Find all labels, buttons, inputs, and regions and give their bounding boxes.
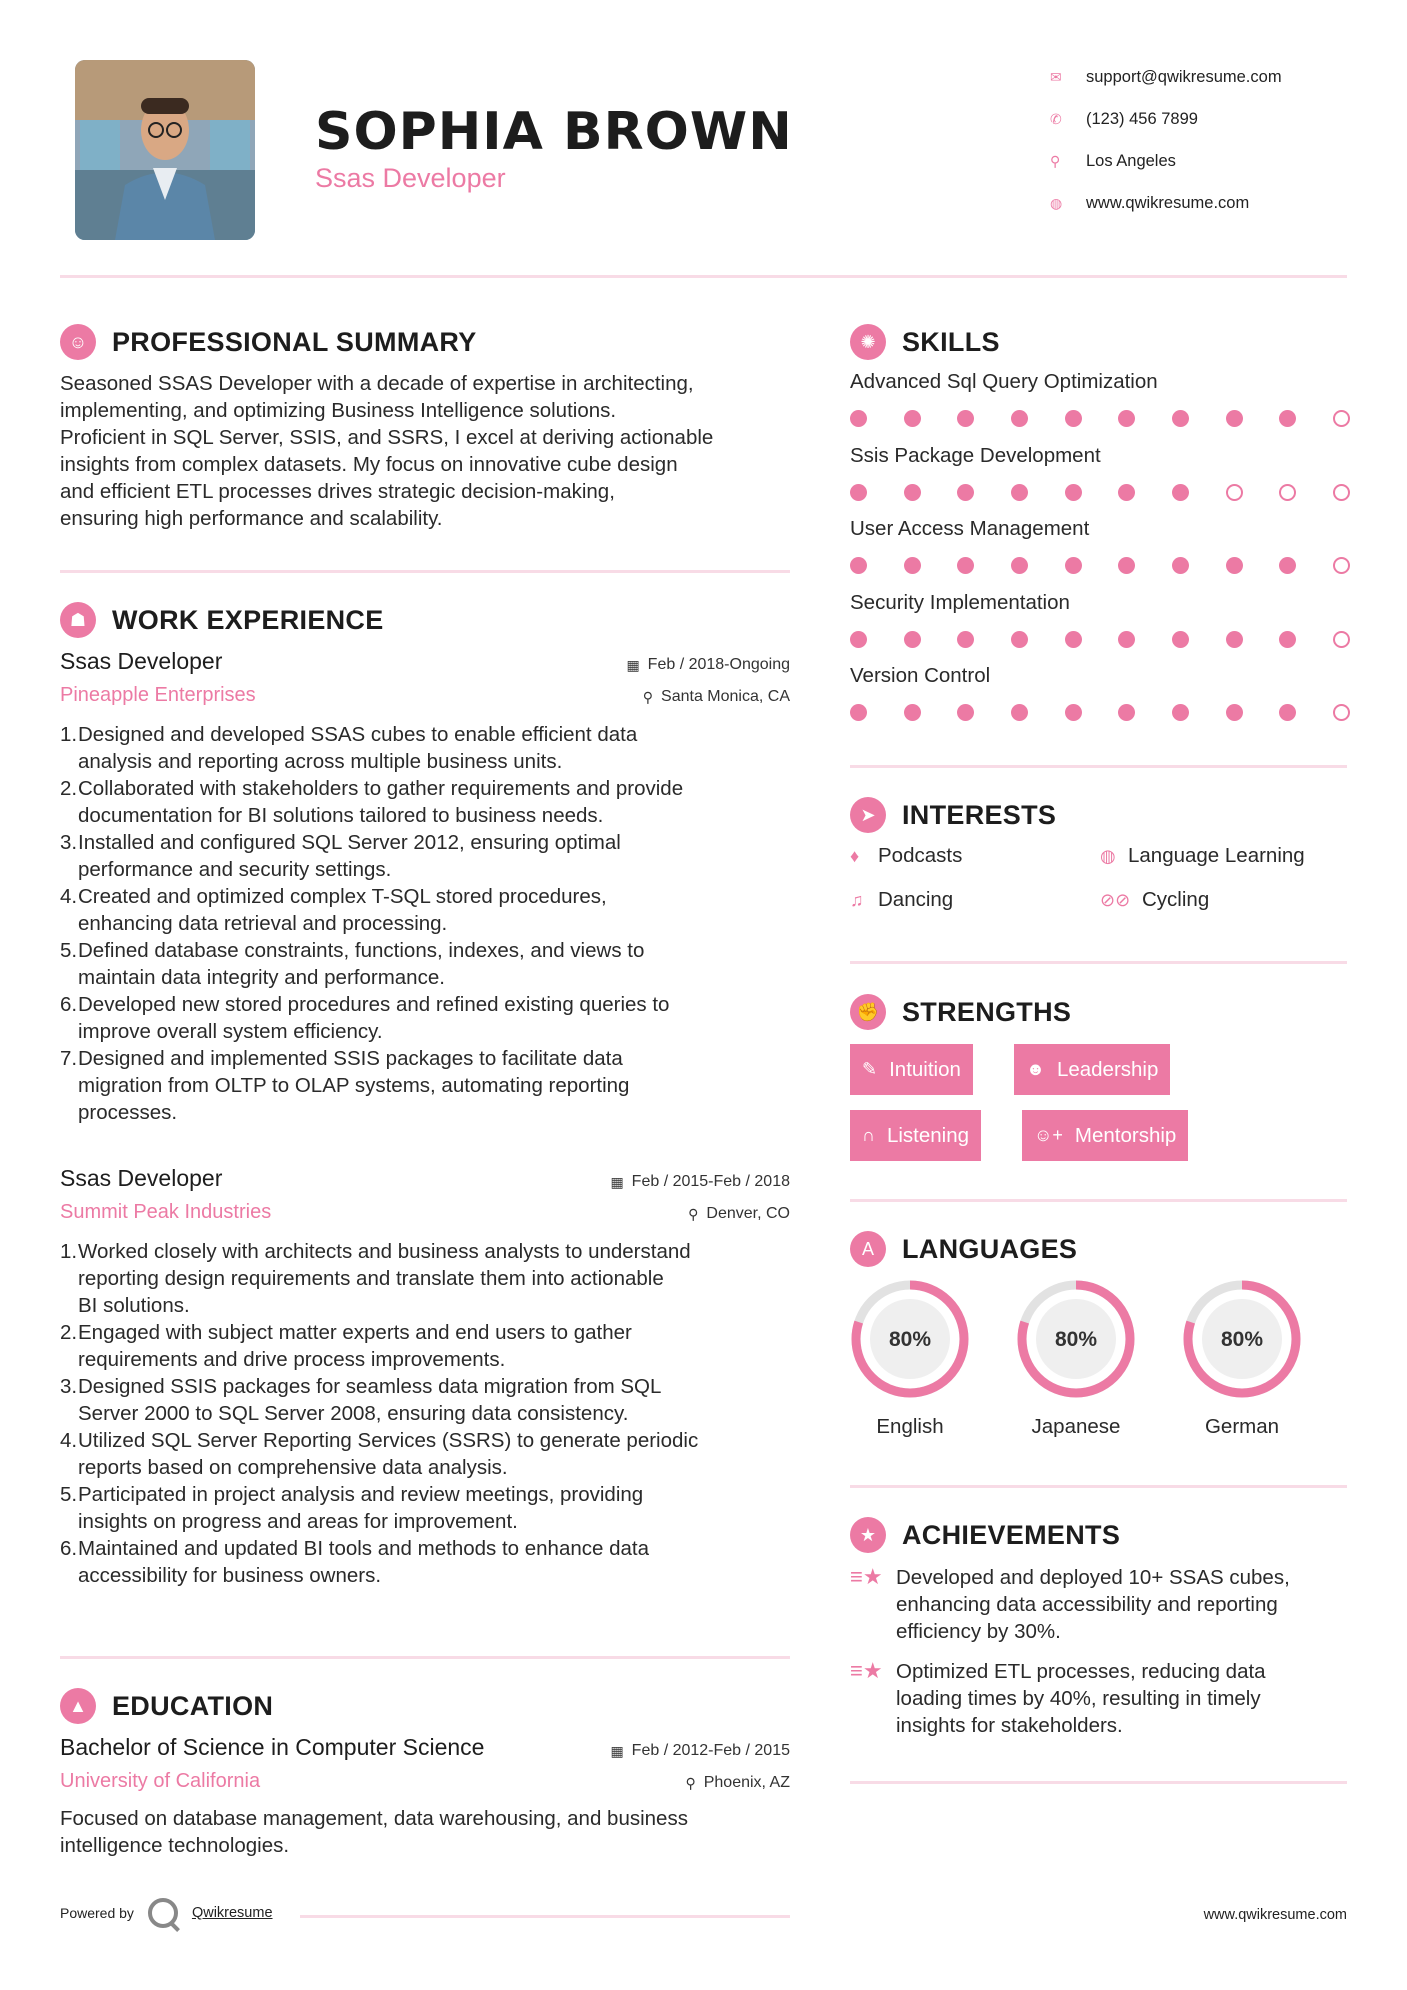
- list-item: 1.Designed and developed SSAS cubes to enable efficient data analysis and reporting across multiple business units.: [60, 723, 638, 773]
- interest-item: ◍ Language Learning: [1100, 844, 1305, 867]
- rating-dot-filled: [1226, 704, 1243, 721]
- list-item: 2.Collaborated with stakeholders to gather requirements and provide documentation for BI solutions tailored to business needs.: [60, 777, 684, 827]
- rating-dot-filled: [957, 484, 974, 501]
- school: University of California: [60, 1770, 261, 1792]
- achievements-divider: [850, 1781, 1347, 1784]
- header-divider: [60, 275, 1347, 278]
- rating-dot-filled: [1118, 484, 1135, 501]
- list-item: 4.Created and optimized complex T-SQL stored procedures, enhancing data retrieval and processing.: [60, 885, 607, 935]
- rating-dot-filled: [904, 631, 921, 648]
- skill-rating: [850, 410, 1350, 427]
- rating-dot-filled: [1279, 704, 1296, 721]
- rating-dot-filled: [1118, 410, 1135, 427]
- microphone-icon: ♦: [850, 845, 860, 866]
- pin-icon: ⚲: [685, 1774, 696, 1791]
- list-item: 5.Participated in project analysis and review meetings, providing insights on progress and areas for improvement.: [60, 1483, 644, 1533]
- rating-dot-empty: [1333, 484, 1350, 501]
- job-location: ⚲ Denver, CO: [688, 1205, 790, 1222]
- rating-dot-filled: [957, 557, 974, 574]
- education-location: ⚲ Phoenix, AZ: [685, 1774, 790, 1791]
- summary-text: Seasoned SSAS Developer with a decade of expertise in architecting, implementing, and optimizing Business Intelligence solutions. Proficient in SQL Server, SSIS, and SSRS, I excel at deriving actionable insights from complex datasets. My focus on innovative cube design and efficient ETL processes drives strategic decision-making, ensuring high performance and scalability.: [60, 372, 714, 530]
- rating-dot-filled: [1118, 704, 1135, 721]
- job-bullets: [60, 721, 790, 1126]
- strength-tag: ✎ Intuition: [850, 1044, 973, 1095]
- skill-rating: [850, 704, 1350, 721]
- calendar-icon: ▦: [626, 656, 640, 673]
- strengths-divider: [850, 1199, 1347, 1202]
- degree: Bachelor of Science in Computer Science: [60, 1734, 485, 1760]
- education-text: Focused on database management, data warehousing, and business intelligence technologies.: [60, 1807, 688, 1857]
- experience-heading: ☗ WORK EXPERIENCE: [60, 602, 384, 638]
- list-item: 7.Designed and implemented SSIS packages to facilitate data migration from OLTP to OLAP systems, automating reporting processes.: [60, 1047, 630, 1124]
- job-title: Ssas Developer: [60, 1165, 223, 1191]
- location-pin-icon: ⚲: [1050, 152, 1061, 169]
- calendar-icon: ▦: [610, 1742, 624, 1759]
- list-item: 2.Engaged with subject matter experts and end users to gather requirements and drive process improvements.: [60, 1321, 632, 1371]
- rating-dot-empty: [1333, 704, 1350, 721]
- language-item: 80% German: [1180, 1277, 1304, 1439]
- list-item: 3.Designed SSIS packages for seamless data migration from SQL Server 2000 to SQL Server 2008, ensuring data consistency.: [60, 1375, 662, 1425]
- rating-dot-filled: [850, 557, 867, 574]
- rating-dot-empty: [1333, 631, 1350, 648]
- rating-dot-filled: [904, 704, 921, 721]
- rating-dot-empty: [1279, 484, 1296, 501]
- skill-item: User Access Management: [850, 517, 1350, 574]
- rating-dot-filled: [850, 704, 867, 721]
- contact-website[interactable]: ◍ www.qwikresume.com: [1050, 193, 1250, 212]
- rating-dot-filled: [957, 410, 974, 427]
- user-icon: ☺: [60, 324, 96, 360]
- strength-tag: ☻ Leadership: [1014, 1044, 1170, 1095]
- job-entry-2: [60, 1165, 790, 1589]
- job-date: ▦ Feb / 2018-Ongoing: [626, 656, 790, 673]
- list-item: 1.Worked closely with architects and business analysts to understand reporting design requirements and translate them into actionable BI solutions.: [60, 1240, 691, 1317]
- users-icon: ☻: [1026, 1059, 1045, 1079]
- language-item: 80% English: [848, 1277, 972, 1439]
- experience-divider: [60, 1656, 790, 1659]
- list-item: 5.Defined database constraints, functions, indexes, and views to maintain data integrity and performance.: [60, 939, 645, 989]
- lightbulb-icon: ✺: [850, 324, 886, 360]
- job-title: Ssas Developer: [60, 648, 223, 674]
- rating-dot-filled: [1172, 557, 1189, 574]
- skill-item: Advanced Sql Query Optimization: [850, 370, 1350, 427]
- calendar-icon: ▦: [610, 1173, 624, 1190]
- contact-list: [1050, 56, 1380, 224]
- job-company: Summit Peak Industries: [60, 1201, 272, 1223]
- phone-icon: ✆: [1050, 110, 1062, 127]
- skill-rating: [850, 631, 1350, 648]
- job-entry-1: [60, 648, 790, 1126]
- strength-tag: ∩ Listening: [850, 1110, 981, 1161]
- contact-phone[interactable]: ✆ (123) 456 7899: [1050, 109, 1198, 128]
- interests-heading: ➤ INTERESTS: [850, 797, 1056, 833]
- skills-divider: [850, 765, 1347, 768]
- language-item: 80% Japanese: [1014, 1277, 1138, 1439]
- education-date: ▦ Feb / 2012-Feb / 2015: [610, 1742, 790, 1759]
- education-entry: [60, 1734, 790, 1859]
- rating-dot-filled: [1065, 410, 1082, 427]
- contact-email[interactable]: ✉ support@qwikresume.com: [1050, 67, 1282, 86]
- rating-dot-filled: [1011, 557, 1028, 574]
- rating-dot-filled: [1065, 704, 1082, 721]
- rating-dot-filled: [904, 484, 921, 501]
- language-ring: [848, 1277, 972, 1401]
- rating-dot-filled: [904, 557, 921, 574]
- job-company: Pineapple Enterprises: [60, 684, 256, 706]
- list-item: 4.Utilized SQL Server Reporting Services (SSRS) to generate periodic reports based on comprehensive data analysis.: [60, 1429, 699, 1479]
- svg-text:80%: 80%: [888, 1328, 932, 1351]
- rating-dot-filled: [1226, 410, 1243, 427]
- svg-text:80%: 80%: [1220, 1328, 1264, 1351]
- language-ring: [1014, 1277, 1138, 1401]
- footer-brand-link[interactable]: Qwikresume: [191, 1905, 273, 1921]
- user-plus-icon: ☺+: [1034, 1125, 1063, 1145]
- rating-dot-filled: [850, 410, 867, 427]
- svg-text:80%: 80%: [1054, 1328, 1098, 1351]
- rating-dot-filled: [1172, 484, 1189, 501]
- rating-dot-filled: [850, 631, 867, 648]
- job-location: ⚲ Santa Monica, CA: [642, 688, 790, 705]
- rating-dot-filled: [957, 704, 974, 721]
- skill-item: Ssis Package Development: [850, 444, 1350, 501]
- list-item: 3.Installed and configured SQL Server 2012, ensuring optimal performance and security settings.: [60, 831, 621, 881]
- graduation-cap-icon: ▲: [60, 1688, 96, 1724]
- language-icon: A: [850, 1231, 886, 1267]
- bicycle-icon: ⊘⊘: [1100, 889, 1131, 910]
- interests-divider: [850, 961, 1347, 964]
- rating-dot-empty: [1333, 410, 1350, 427]
- strength-tag: ☺+ Mentorship: [1022, 1110, 1188, 1161]
- languages-divider: [850, 1485, 1347, 1488]
- rating-dot-filled: [904, 410, 921, 427]
- rating-dot-filled: [1065, 484, 1082, 501]
- rating-dot-filled: [1065, 557, 1082, 574]
- globe-icon: ◍: [1050, 194, 1063, 211]
- headphones-icon: ∩: [862, 1125, 875, 1145]
- achievement-item: ≡★ Optimized ETL processes, reducing data loading times by 40%, resulting in timely insights for stakeholders.: [850, 1658, 1266, 1737]
- strengths-heading: ✊ STRENGTHS: [850, 994, 1071, 1030]
- job-date: ▦ Feb / 2015-Feb / 2018: [610, 1173, 790, 1190]
- rating-dot-filled: [1279, 557, 1296, 574]
- rating-dot-empty: [1333, 557, 1350, 574]
- candidate-role: Ssas Developer: [315, 163, 506, 193]
- pin-icon: ⚲: [688, 1205, 699, 1222]
- music-note-icon: ♫: [850, 889, 864, 910]
- summary-divider: [60, 570, 790, 573]
- globe-icon: ◍: [1100, 845, 1116, 866]
- mail-icon: ✉: [1050, 68, 1062, 85]
- skills-heading: ✺ SKILLS: [850, 324, 1000, 360]
- interest-item: ⊘⊘ Cycling: [1100, 888, 1210, 911]
- achievement-item: ≡★ Developed and deployed 10+ SSAS cubes, enhancing data accessibility and reporting efficiency by 30%.: [850, 1564, 1290, 1643]
- shooting-star-icon: ≡★: [850, 1658, 883, 1683]
- profile-photo: [75, 60, 255, 240]
- rating-dot-filled: [1226, 631, 1243, 648]
- contact-location: ⚲ Los Angeles: [1050, 151, 1176, 170]
- skill-rating: [850, 484, 1350, 501]
- rating-dot-filled: [1011, 484, 1028, 501]
- rating-dot-filled: [1011, 410, 1028, 427]
- achievements-heading: ★ ACHIEVEMENTS: [850, 1517, 1120, 1553]
- shooting-star-icon: ≡★: [850, 1564, 883, 1589]
- star-badge-icon: ★: [850, 1517, 886, 1553]
- rating-dot-filled: [1118, 631, 1135, 648]
- footer-site-link[interactable]: www.qwikresume.com: [1203, 1907, 1347, 1923]
- paper-plane-icon: ➤: [850, 797, 886, 833]
- rating-dot-filled: [1226, 557, 1243, 574]
- fist-icon: ✊: [850, 994, 886, 1030]
- rating-dot-filled: [1118, 557, 1135, 574]
- rating-dot-filled: [1172, 631, 1189, 648]
- briefcase-icon: ☗: [60, 602, 96, 638]
- skill-item: Security Implementation: [850, 591, 1350, 648]
- footer-powered-by: Powered by Qwikresume: [60, 1898, 273, 1928]
- rating-dot-filled: [1279, 410, 1296, 427]
- rating-dot-filled: [1172, 704, 1189, 721]
- rating-dot-filled: [957, 631, 974, 648]
- rating-dot-filled: [1011, 704, 1028, 721]
- job-bullets: [60, 1238, 790, 1589]
- list-item: 6.Maintained and updated BI tools and methods to enhance data accessibility for business owners.: [60, 1537, 650, 1587]
- qwikresume-logo-icon: [148, 1898, 178, 1928]
- education-heading: ▲ EDUCATION: [60, 1688, 273, 1724]
- languages-heading: A LANGUAGES: [850, 1231, 1077, 1267]
- skill-item: Version Control: [850, 664, 1350, 721]
- magic-wand-icon: ✎: [862, 1059, 878, 1079]
- skill-rating: [850, 557, 1350, 574]
- rating-dot-empty: [1226, 484, 1243, 501]
- rating-dot-filled: [1172, 410, 1189, 427]
- candidate-name: SOPHIA BROWN: [315, 102, 793, 162]
- interest-item: ♦ Podcasts: [850, 844, 963, 867]
- rating-dot-filled: [850, 484, 867, 501]
- interest-item: ♫ Dancing: [850, 888, 954, 911]
- pin-icon: ⚲: [642, 688, 654, 705]
- rating-dot-filled: [1065, 631, 1082, 648]
- rating-dot-filled: [1279, 631, 1296, 648]
- summary-heading: ☺ PROFESSIONAL SUMMARY: [60, 324, 477, 360]
- rating-dot-filled: [1011, 631, 1028, 648]
- list-item: 6.Developed new stored procedures and refined existing queries to improve overall system efficiency.: [60, 993, 670, 1043]
- language-ring: [1180, 1277, 1304, 1401]
- footer-divider: [300, 1915, 790, 1918]
